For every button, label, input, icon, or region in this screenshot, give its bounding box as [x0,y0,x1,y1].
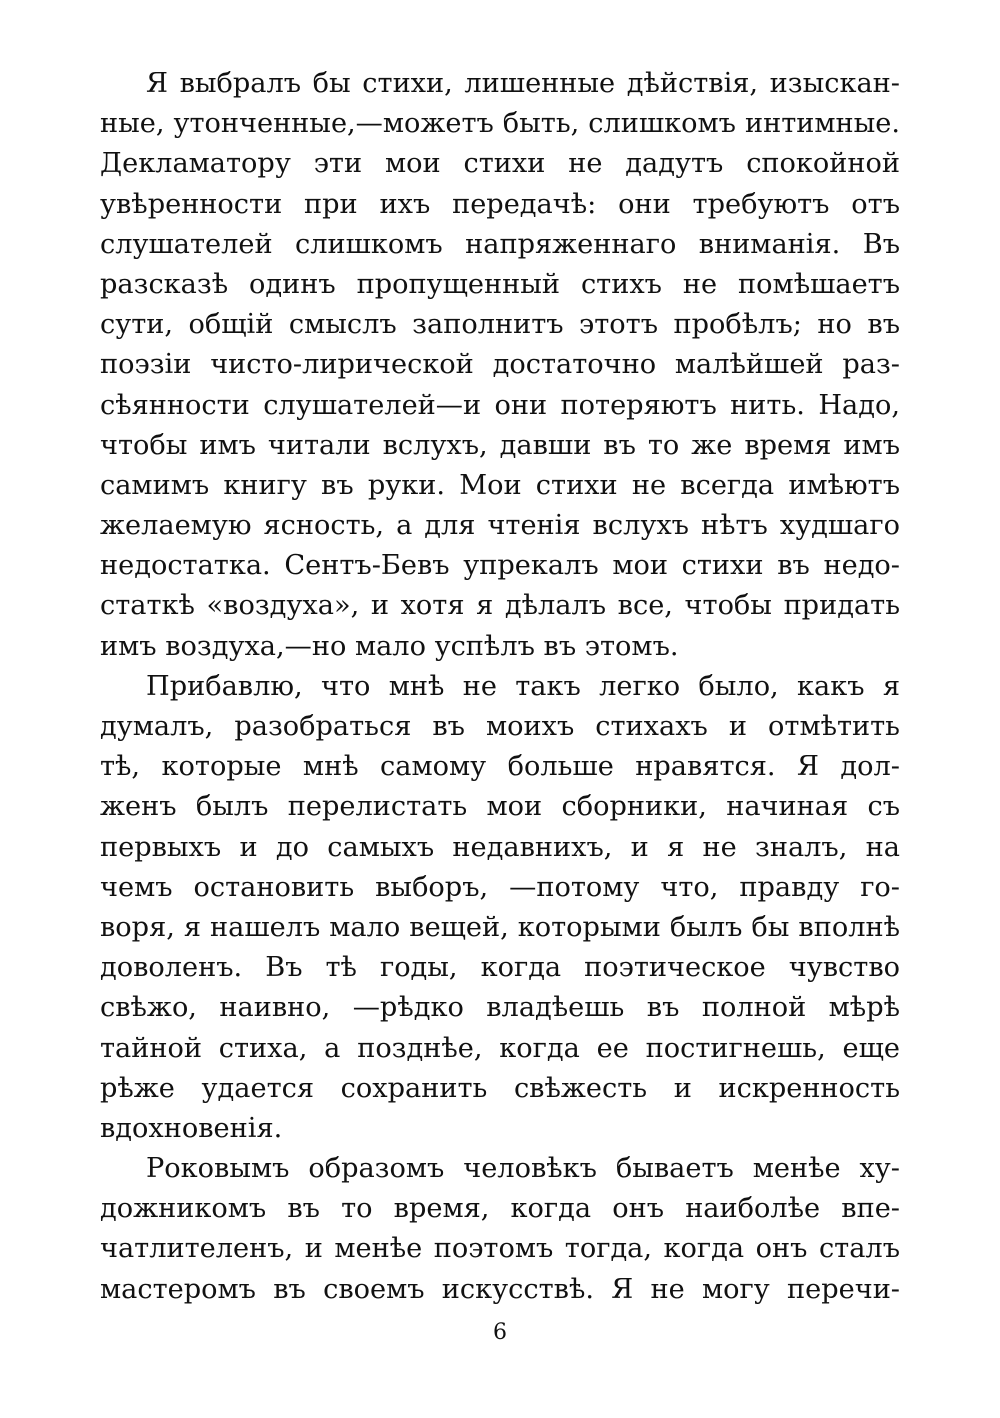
text-line: увѣренности при ихъ передачѣ: они требуютъ отъ [100,188,900,220]
text-line: тайной стиха, а позднѣе, когда ее постигнешь, еще [100,1032,900,1064]
text-line: разсказѣ одинъ пропущенный стихъ не помѣшаетъ [100,268,900,300]
text-line: сѣянности слушателей—и они потеряютъ нить. Надо, [100,389,900,421]
text-line: доволенъ. Въ тѣ годы, когда поэтическое чувство [100,952,900,984]
text-line: первыхъ и до самыхъ недавнихъ, и я не зналъ, на [100,831,900,863]
text-line: ные, утонченные,—можетъ быть, слишкомъ интимные. [100,108,900,140]
text-line: воря, я нашелъ мало вещей, которыми былъ бы вполнѣ [100,911,900,943]
text-line: свѣжо, наивно, —рѣдко владѣешь въ полной мѣрѣ [100,992,900,1024]
text-line: чатлителенъ, и менѣе поэтомъ тогда, когда онъ сталъ [100,1233,900,1265]
text-line: самимъ книгу въ руки. Мои стихи не всегда имѣютъ [100,469,900,501]
text-line: дожникомъ въ то время, когда онъ наиболѣе впе- [100,1193,900,1225]
text-line: чтобы имъ читали вслухъ, давши въ то же время имъ [100,429,900,461]
text-line: думалъ, разобраться въ моихъ стихахъ и отмѣтить [100,711,900,742]
text-line: вдохновенія. [100,1112,283,1144]
text-line: сути, общій смыслъ заполнитъ этотъ пробѣлъ; но въ [100,309,900,341]
text-line: мастеромъ въ своемъ искусствѣ. Я не могу перечи- [100,1273,900,1305]
text-line: женъ былъ перелистать мои сборники, начиная съ [100,791,900,823]
text-line: слушателей слишкомъ напряженнаго вниманія. Въ [100,228,900,260]
page-number: 6 [493,1320,507,1345]
text-line: чемъ остановить выборъ, —потому что, правду го- [100,871,900,903]
text-line: Декламатору эти мои стихи не дадутъ спокойной [100,148,900,180]
body-text [100,64,900,1310]
text-line: имъ воздуха,—но мало успѣлъ въ этомъ. [100,630,679,662]
text-line: Я выбралъ бы стихи, лишенные дѣйствія, изыскан- [146,68,900,99]
text-line: Роковымъ образомъ человѣкъ бываетъ менѣе ху- [146,1153,900,1185]
text-line: рѣже удается сохранить свѣжесть и искренность [100,1072,900,1104]
text-line: статкѣ «воздуха», и хотя я дѣлалъ все, чтобы придать [100,590,900,622]
text-line: тѣ, которые мнѣ самому больше нравятся. Я дол- [100,751,900,783]
text-line: поэзіи чисто-лирической достаточно малѣйшей раз- [100,349,900,381]
text-line: недостатка. Сентъ-Бевъ упрекалъ мои стихи въ недо- [100,550,900,582]
text-line: Прибавлю, что мнѣ не такъ легко было, какъ я [146,670,900,702]
text-line: желаемую ясность, а для чтенія вслухъ нѣтъ худшаго [100,510,900,542]
